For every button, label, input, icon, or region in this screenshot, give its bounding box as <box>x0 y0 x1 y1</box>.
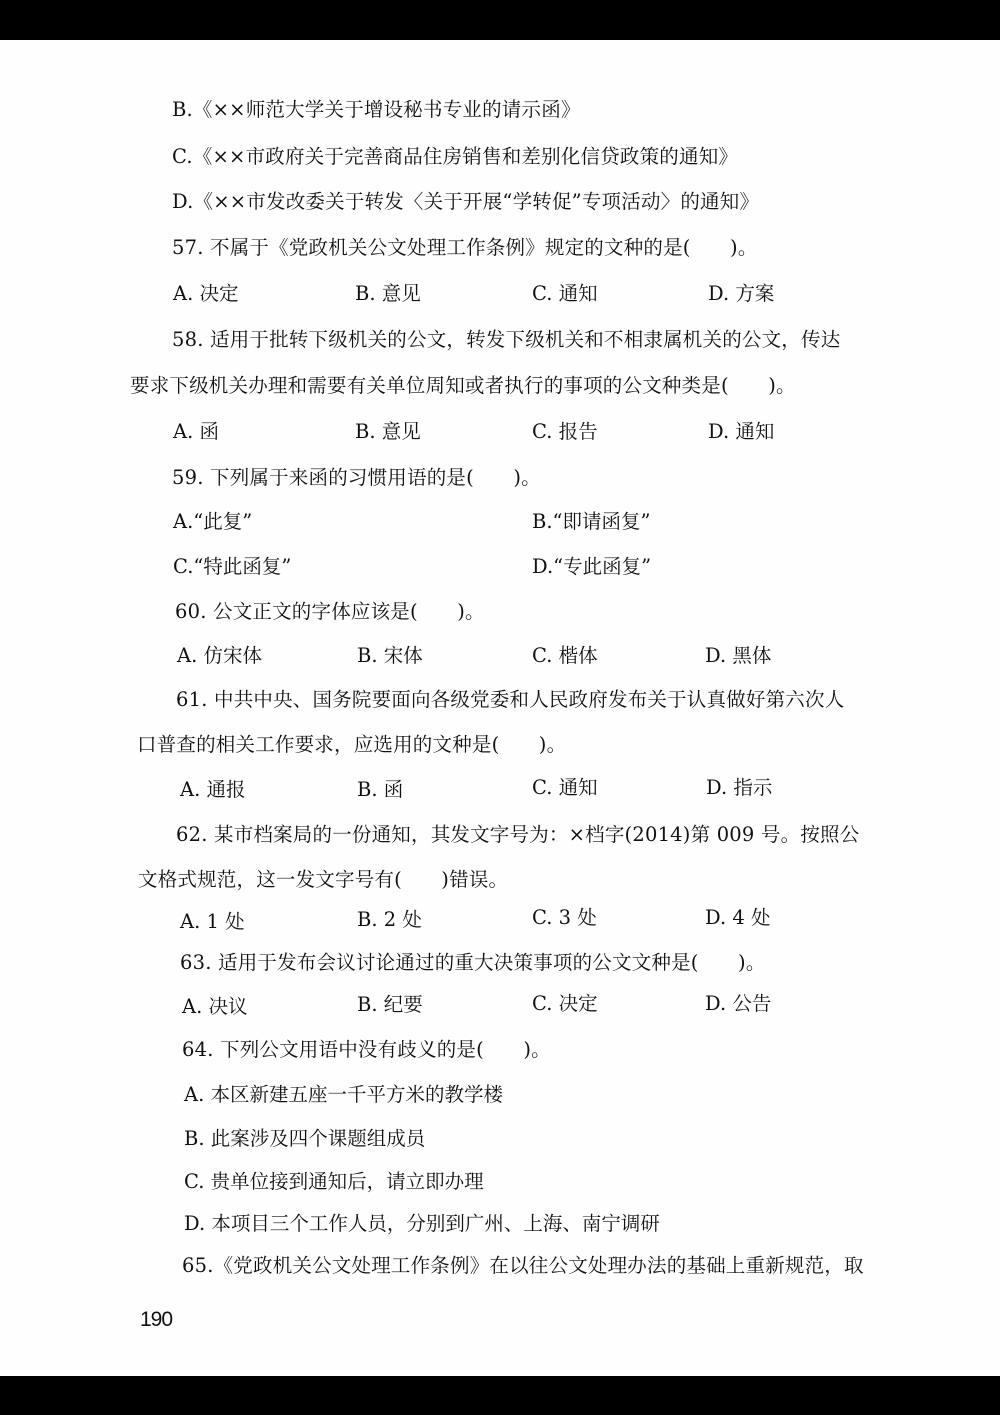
q60-option-b: B. 宋体 <box>357 644 423 667</box>
q63-option-d: D. 公告 <box>705 992 772 1015</box>
q56-option-c: C.《××市政府关于完善商品住房销售和差别化信贷政策的通知》 <box>172 145 739 168</box>
q58-stem-line-2: 要求下级机关办理和需要有关单位周知或者执行的事项的公文种类是( )。 <box>130 374 796 397</box>
q64-option-c: C. 贵单位接到通知后，请立即办理 <box>184 1170 484 1193</box>
q61-option-c: C. 通知 <box>532 776 598 799</box>
q59-option-a: A.“此复” <box>173 510 253 533</box>
q57-option-b: B. 意见 <box>355 282 421 305</box>
q62-option-d: D. 4 处 <box>705 906 771 929</box>
q64-option-a: A. 本区新建五座一千平方米的教学楼 <box>184 1083 503 1106</box>
q60-option-d: D. 黑体 <box>705 644 772 667</box>
scan-border-top <box>0 0 1000 40</box>
q62-option-c: C. 3 处 <box>532 906 597 929</box>
q58-option-b: B. 意见 <box>355 420 421 443</box>
q64-stem: 64. 下列公文用语中没有歧义的是( )。 <box>182 1038 551 1061</box>
q56-option-b: B.《××师范大学关于增设秘书专业的请示函》 <box>172 98 581 121</box>
q60-option-a: A. 仿宋体 <box>177 644 262 667</box>
q63-option-c: C. 决定 <box>532 992 598 1015</box>
q58-option-d: D. 通知 <box>708 420 775 443</box>
q63-stem: 63. 适用于发布会议讨论通过的重大决策事项的公文文种是( )。 <box>180 951 766 974</box>
q62-stem-line-2: 文格式规范，这一发文字号有( )错误。 <box>138 868 509 891</box>
q59-option-c: C.“特此函复” <box>173 555 292 578</box>
q60-option-c: C. 楷体 <box>532 644 598 667</box>
scan-border-bottom <box>0 1376 1000 1415</box>
q63-option-b: B. 纪要 <box>357 993 423 1016</box>
q62-option-a: A. 1 处 <box>180 910 245 933</box>
q56-option-d: D.《××市发改委关于转发〈关于开展“学转促”专项活动〉的通知》 <box>172 190 760 213</box>
q57-option-a: A. 决定 <box>173 282 239 305</box>
q57-option-c: C. 通知 <box>532 282 598 305</box>
q61-option-b: B. 函 <box>357 778 404 801</box>
q60-stem: 60. 公文正文的字体应该是( )。 <box>175 600 485 623</box>
q63-option-a: A. 决议 <box>182 995 248 1018</box>
q57-option-d: D. 方案 <box>708 282 775 305</box>
q62-option-b: B. 2 处 <box>357 908 422 931</box>
q58-option-a: A. 函 <box>173 420 219 443</box>
q58-stem-line-1: 58. 适用于批转下级机关的公文，转发下级机关和不相隶属机关的公文，传达 <box>172 328 841 351</box>
q64-option-b: B. 此案涉及四个课题组成员 <box>184 1127 426 1150</box>
q61-stem-line-2: 口普查的相关工作要求，应选用的文种是( )。 <box>137 733 567 756</box>
q59-option-d: D.“专此函复” <box>532 555 652 578</box>
q59-stem: 59. 下列属于来函的习惯用语的是( )。 <box>172 466 541 489</box>
q58-option-c: C. 报告 <box>532 420 598 443</box>
q61-option-d: D. 指示 <box>706 776 773 799</box>
q61-option-a: A. 通报 <box>180 778 246 801</box>
q61-stem-line-1: 61. 中共中央、国务院要面向各级党委和人民政府发布关于认真做好第六次人 <box>176 688 845 711</box>
q64-option-d: D. 本项目三个工作人员，分别到广州、上海、南宁调研 <box>184 1212 660 1235</box>
q62-stem-line-1: 62. 某市档案局的一份通知，其发文字号为：×档字(2014)第 009 号。按照公 <box>176 823 860 846</box>
page-number: 190 <box>140 1308 173 1331</box>
q57-stem: 57. 不属于《党政机关公文处理工作条例》规定的文种的是( )。 <box>172 236 758 259</box>
q65-stem: 65.《党政机关公文处理工作条例》在以往公文处理办法的基础上重新规范，取 <box>182 1254 864 1277</box>
q59-option-b: B.“即请函复” <box>532 510 651 533</box>
document-page <box>0 40 1000 1376</box>
